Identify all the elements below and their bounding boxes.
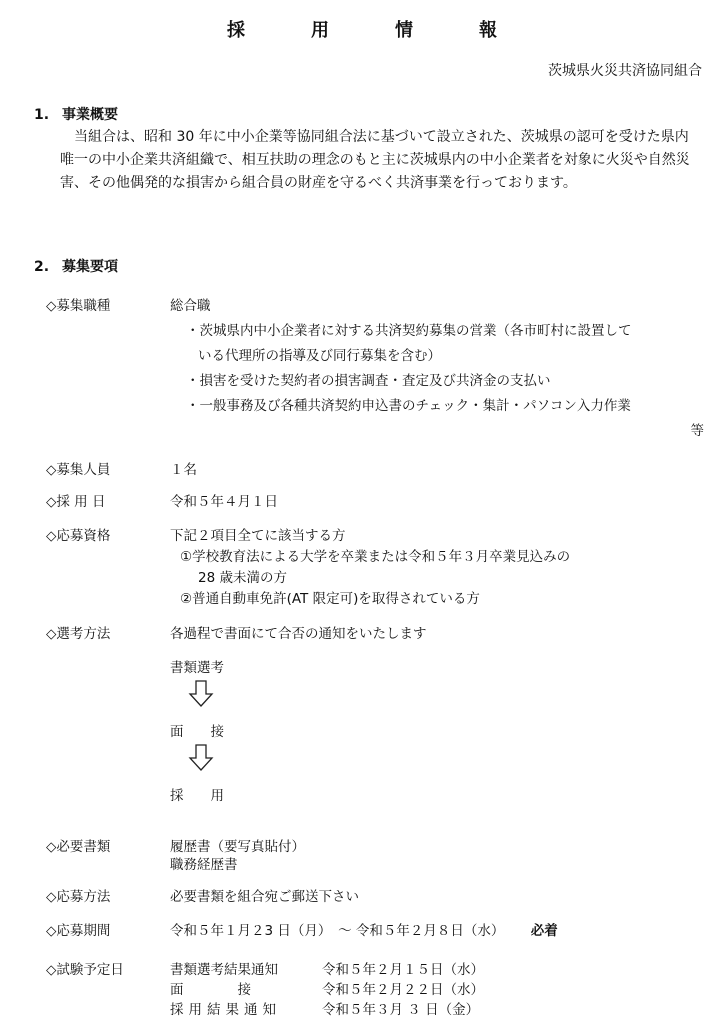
qualification-item-1-cont: 28 歳未満の方: [198, 570, 287, 586]
qualification-item-2: ②普通自動車免許(AT 限定可)を取得されている方: [180, 591, 480, 607]
job-type-label: ◇募集職種: [46, 298, 111, 314]
selection-value: 各過程で書面にて合否の通知をいたします: [170, 626, 427, 642]
down-arrow-icon: [188, 680, 214, 708]
job-bullet-2: ・損害を受けた契約者の損害調査・査定及び共済金の支払い: [186, 373, 551, 389]
exam-row-3-name: 採用結果通知: [170, 1002, 281, 1018]
exam-row-1-date: 令和５年２月１５日（水）: [322, 962, 484, 978]
selection-step-document: 書類選考: [170, 660, 224, 676]
section-2-heading: [34, 256, 118, 276]
documents-item-2: 職務経歴書: [170, 857, 238, 873]
selection-step-interview: 面 接: [170, 724, 224, 740]
job-bullet-1: ・茨城県内中小企業者に対する共済契約募集の営業（各市町村に設置して: [186, 323, 632, 339]
hire-date-value: 令和５年４月１日: [170, 494, 278, 510]
exam-row-2-date: 令和５年２月２２日（水）: [322, 982, 484, 998]
section-2-title: 募集要項: [62, 259, 118, 275]
selection-step-hire: 採 用: [170, 788, 224, 804]
down-arrow-icon: [188, 744, 214, 772]
apply-period-dates: 令和５年１月２3 日（月） ～ 令和５年２月８日（水）: [170, 923, 505, 939]
job-type-value: 総合職: [170, 298, 211, 314]
job-trailing-etc: 等: [690, 423, 704, 439]
qualification-value: 下記２項目全てに該当する方: [170, 528, 346, 544]
exam-schedule-label: ◇試験予定日: [46, 962, 124, 978]
section-1-title: 事業概要: [62, 107, 118, 123]
job-bullet-1-cont: いる代理所の指導及び同行募集を含む）: [198, 348, 441, 364]
section-1-body: 当組合は、昭和 30 年に中小企業等協同組合法に基づいて設立された、茨城県の認可を受けた県内唯一の中小企業共済組織で、相互扶助の理念のもと主に茨城県内の中小企業者を対象に火災や自然災害、その他偶発的な損害から組合員の財産を守るべく共済事業を行っております。: [60, 129, 690, 191]
documents-label: ◇必要書類: [46, 839, 111, 855]
section-1-heading: [34, 104, 118, 124]
apply-method-value: 必要書類を組合宛ご郵送下さい: [170, 889, 359, 905]
exam-row-1-name: 書類選考結果通知: [170, 962, 278, 978]
documents-item-1: 履歴書（要写真貼付）: [170, 839, 305, 855]
organization-name: 茨城県火災共済協同組合: [548, 63, 702, 79]
headcount-value: １名: [170, 462, 197, 478]
page-title: 採 用 情 報: [227, 20, 521, 41]
qualification-label: ◇応募資格: [46, 528, 111, 544]
section-2-number: 2.: [34, 259, 50, 275]
qualification-item-1: ①学校教育法による大学を卒業または令和５年３月卒業見込みの: [180, 549, 571, 565]
headcount-label: ◇募集人員: [46, 462, 111, 478]
apply-period-value: [170, 919, 558, 939]
job-bullet-3: ・一般事務及び各種共済契約申込書のチェック・集計・パソコン入力作業: [186, 398, 631, 414]
hire-date-label: ◇採 用 日: [46, 494, 106, 510]
apply-method-label: ◇応募方法: [46, 889, 111, 905]
exam-row-2-name: 面 接: [170, 982, 251, 998]
section-1-number: 1.: [34, 107, 50, 123]
exam-row-3-date: 令和５年３月 ３ 日（金）: [322, 1002, 480, 1018]
apply-period-note: 必着: [530, 923, 558, 939]
selection-label: ◇選考方法: [46, 626, 111, 642]
apply-period-label: ◇応募期間: [46, 923, 111, 939]
